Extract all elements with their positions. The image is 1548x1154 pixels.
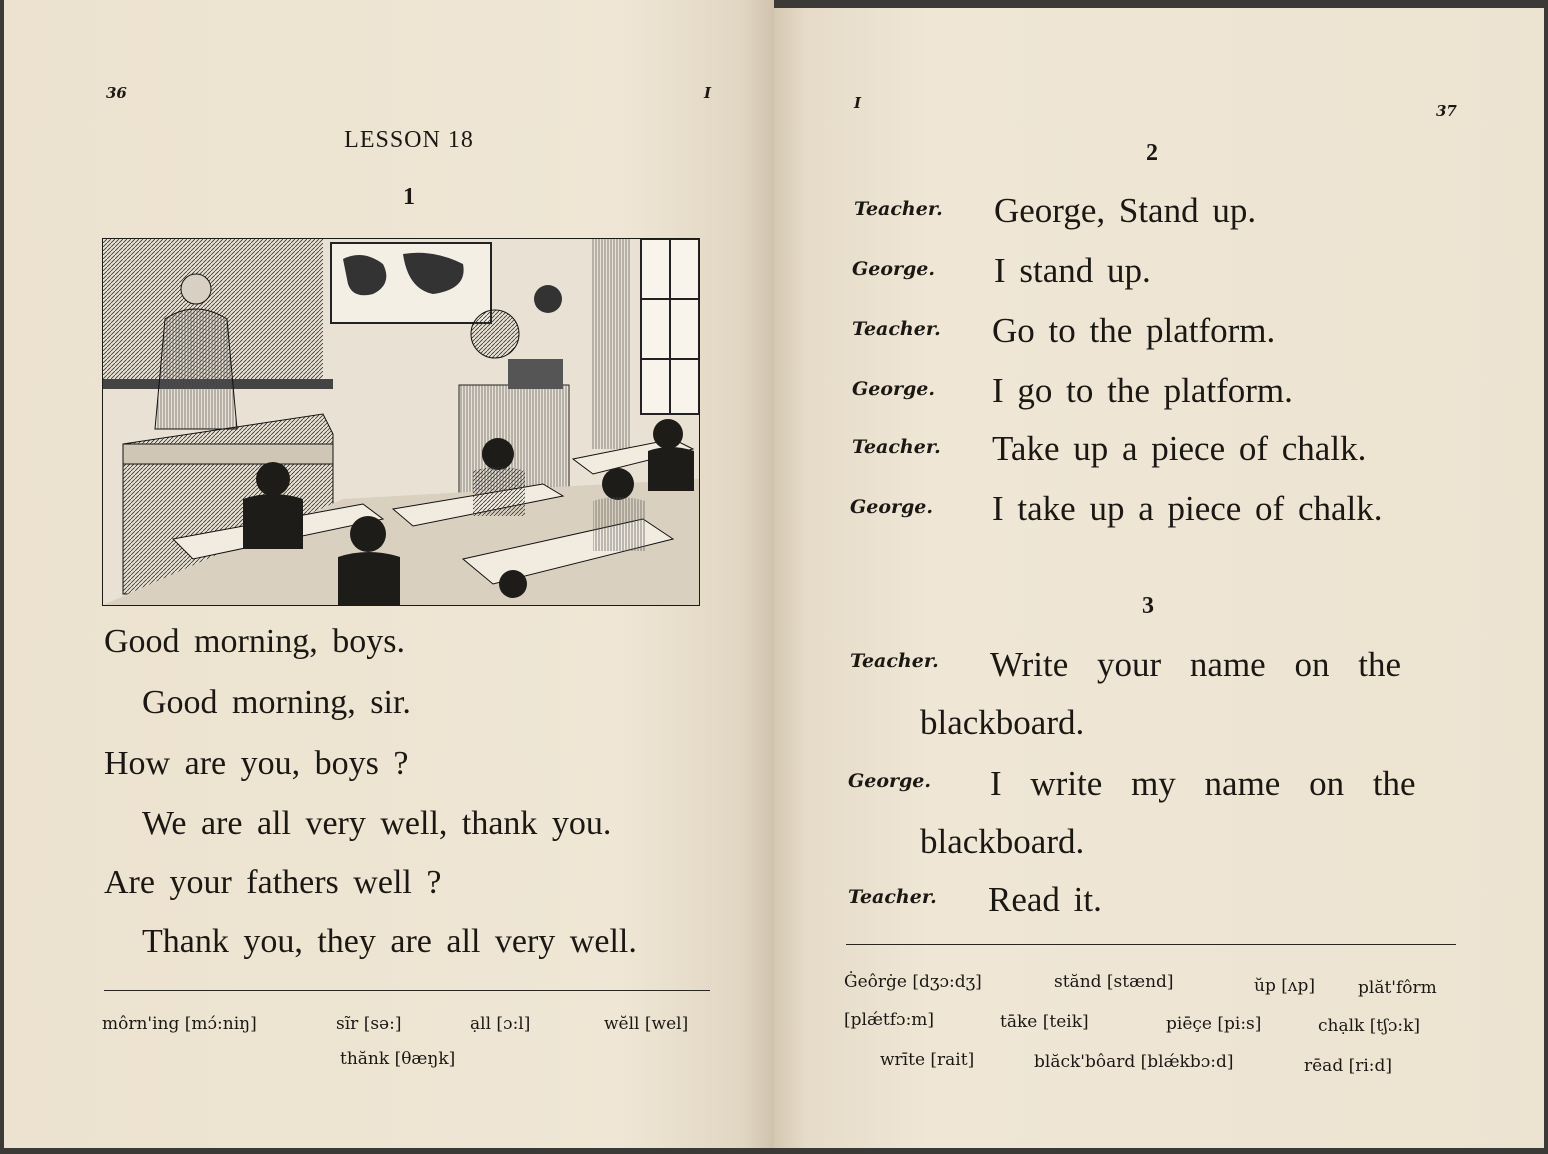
- section-number-2: 2: [1146, 140, 1158, 166]
- vocab-item: stănd [stænd]: [1054, 972, 1174, 992]
- vocab-item: blăck'bôard [blǽkbɔ:d]: [1034, 1052, 1234, 1072]
- speaker-label: Teacher.: [850, 650, 939, 672]
- classroom-illustration: [102, 238, 700, 606]
- speaker-label: Teacher.: [848, 886, 937, 908]
- running-head: I: [704, 84, 712, 102]
- vocab-item: ŭp [ʌp]: [1254, 976, 1315, 996]
- dialogue-continuation: blackboard.: [920, 703, 1085, 742]
- dialogue-line: Write your name on the: [990, 645, 1401, 684]
- vocab-item: môrn'ing [mɔ́:niŋ]: [102, 1014, 257, 1034]
- dialogue-line-3: How are you, boys ?: [104, 745, 409, 782]
- vocab-item: rēad [ri:d]: [1304, 1056, 1393, 1076]
- left-page: [4, 0, 774, 1148]
- page-number: 37: [1436, 102, 1457, 120]
- dialogue-line: I take up a piece of chalk.: [992, 489, 1383, 528]
- page-number: 36: [106, 84, 127, 102]
- dialogue-line-4: We are all very well, thank you.: [142, 805, 612, 842]
- vocab-item: Ġeôrġe [dʒɔ:dʒ]: [844, 972, 982, 992]
- vocab-item: piēçe [pi:s]: [1166, 1014, 1262, 1034]
- dialogue-line: I stand up.: [994, 251, 1151, 290]
- dialogue-line: Take up a piece of chalk.: [992, 429, 1367, 468]
- speaker-label: George.: [852, 258, 935, 280]
- speaker-label: Teacher.: [854, 198, 943, 220]
- dialogue-line: I go to the platform.: [992, 371, 1293, 410]
- vocab-item: wĕll [wel]: [604, 1014, 689, 1034]
- speaker-label: Teacher.: [852, 436, 941, 458]
- vocab-item: ạll [ɔ:l]: [470, 1014, 531, 1034]
- section-number: 1: [403, 184, 415, 210]
- dialogue-line: Read it.: [988, 880, 1102, 919]
- section-number-3: 3: [1142, 593, 1154, 619]
- vocab-item: sĩr [sə:]: [336, 1014, 402, 1034]
- vocab-item: [plǽtfɔ:m]: [844, 1010, 935, 1030]
- footnote-rule: [846, 944, 1456, 945]
- right-page: [774, 8, 1544, 1148]
- dialogue-line: I write my name on the: [990, 764, 1416, 803]
- dialogue-line-5: Are your fathers well ?: [104, 864, 442, 901]
- dialogue-line-6: Thank you, they are all very well.: [142, 923, 637, 960]
- footnote-rule: [104, 990, 710, 991]
- speaker-label: George.: [852, 378, 935, 400]
- running-head: I: [854, 94, 862, 112]
- vocab-item: tāke [teik]: [1000, 1012, 1089, 1032]
- dialogue-continuation: blackboard.: [920, 822, 1085, 861]
- vocab-item: plăt'fôrm: [1358, 978, 1437, 998]
- speaker-label: Teacher.: [852, 318, 941, 340]
- dialogue-line-2: Good morning, sir.: [142, 684, 411, 721]
- dialogue-line: George, Stand up.: [994, 191, 1257, 230]
- speaker-label: George.: [848, 770, 931, 792]
- vocab-item: chạlk [tʃɔ:k]: [1318, 1016, 1421, 1036]
- vocab-item: thănk [θæŋk]: [340, 1049, 456, 1069]
- lesson-title: LESSON 18: [344, 127, 474, 153]
- vocab-item: wrīte [rait]: [880, 1050, 975, 1070]
- dialogue-line: Go to the platform.: [992, 311, 1276, 350]
- speaker-label: George.: [850, 496, 933, 518]
- dialogue-line-1: Good morning, boys.: [104, 623, 405, 660]
